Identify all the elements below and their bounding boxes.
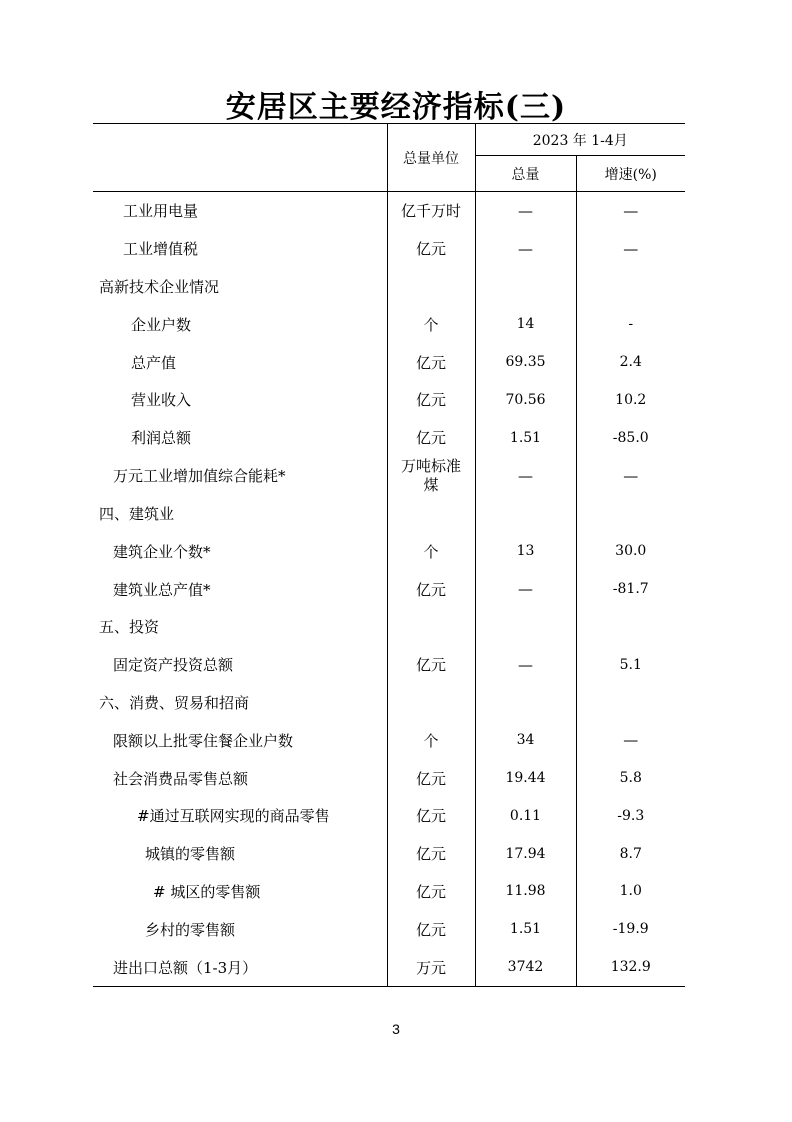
total-cell: 1.51 [475, 419, 576, 457]
total-cell: 69.35 [475, 343, 576, 381]
indicator-cell: 限额以上批零住餐企业户数 [93, 721, 387, 759]
table-row [93, 532, 685, 570]
growth-cell: 5.1 [619, 656, 642, 673]
indicator-header [93, 124, 387, 192]
indicator-cell: 利润总额 [93, 419, 387, 457]
total-cell: 70.56 [475, 381, 576, 419]
total-cell: 0.11 [475, 797, 576, 835]
unit-cell: 个 [387, 532, 475, 570]
page-title: 安居区主要经济指标(三) [225, 90, 567, 125]
indicator-cell: 企业户数 [93, 305, 387, 343]
unit-cell: 亿元 [387, 835, 475, 873]
section-heading: 六、消费、贸易和招商 [93, 684, 387, 722]
total-cell: — [475, 457, 576, 495]
total-cell: — [475, 192, 576, 230]
indicator-cell: 固定资产投资总额 [93, 646, 387, 684]
indicator-cell: 进出口总额（1-3月） [93, 948, 387, 986]
table-row [93, 759, 685, 797]
growth-cell: 10.2 [615, 391, 647, 408]
unit-cell: 个 [387, 305, 475, 343]
table-row [93, 495, 685, 533]
table-row [93, 684, 685, 722]
indicator-cell: 建筑企业个数* [93, 532, 387, 570]
unit-cell: 亿元 [387, 343, 475, 381]
section-heading: 四、建筑业 [93, 495, 387, 533]
total-cell: — [475, 230, 576, 268]
growth-cell: -19.9 [612, 921, 649, 938]
table-row [93, 192, 685, 230]
total-cell: — [475, 570, 576, 608]
unit-cell: 亿元 [387, 419, 475, 457]
unit-cell: 亿元 [387, 381, 475, 419]
table-row [93, 797, 685, 835]
indicator-cell: #通过互联网实现的商品零售 [93, 797, 387, 835]
header-row-1 [93, 124, 685, 156]
growth-cell: 30.0 [615, 543, 647, 560]
growth-cell: 5.8 [619, 770, 642, 787]
page-number: 3 [392, 1021, 400, 1037]
total-cell [475, 495, 576, 533]
growth-cell: — [623, 239, 639, 258]
total-cell [475, 268, 576, 306]
total-cell [475, 608, 576, 646]
indicator-cell: 建筑业总产值* [93, 570, 387, 608]
unit-cell: 亿元 [387, 873, 475, 911]
growth-cell: 8.7 [619, 845, 642, 862]
growth-cell [576, 608, 685, 646]
unit-cell: 亿元 [387, 910, 475, 948]
indicator-cell: 乡村的零售额 [93, 910, 387, 948]
table-row [93, 419, 685, 457]
indicator-cell: 社会消费品零售总额 [93, 759, 387, 797]
growth-cell [576, 495, 685, 533]
growth-cell [576, 684, 685, 722]
section-heading: 五、投资 [93, 608, 387, 646]
unit-line-2: 煤 [423, 475, 439, 494]
unit-header: 总量单位 [387, 124, 475, 192]
unit-cell: 亿元 [387, 646, 475, 684]
total-cell: 14 [475, 305, 576, 343]
unit-cell: 亿元 [387, 230, 475, 268]
unit-cell: 亿元 [387, 759, 475, 797]
table-row [93, 381, 685, 419]
table-row [93, 948, 685, 986]
indicators-table [93, 123, 685, 987]
total-cell: — [475, 646, 576, 684]
indicator-cell: 工业用电量 [93, 192, 387, 230]
growth-cell [576, 268, 685, 306]
total-cell: 3742 [475, 948, 576, 986]
table-row [93, 608, 685, 646]
unit-cell [387, 684, 475, 722]
unit-line-1: 万吨标准 [400, 456, 461, 475]
indicator-cell: 高新技术企业情况 [93, 268, 387, 306]
total-header: 总量 [475, 156, 576, 192]
unit-cell: 万元 [387, 948, 475, 986]
unit-cell: 亿元 [387, 797, 475, 835]
indicator-cell: 总产值 [93, 343, 387, 381]
table-row [93, 910, 685, 948]
unit-cell [387, 608, 475, 646]
total-cell: 34 [475, 721, 576, 759]
growth-cell: -85.0 [612, 429, 649, 446]
unit-cell: 亿千万时 [387, 192, 475, 230]
table-row [93, 721, 685, 759]
table-row [93, 570, 685, 608]
unit-cell: 个 [387, 721, 475, 759]
table-row [93, 457, 685, 495]
growth-cell: — [623, 466, 639, 485]
unit-cell: 亿元 [387, 570, 475, 608]
indicator-cell: 万元工业增加值综合能耗* [93, 457, 387, 495]
total-cell: 19.44 [475, 759, 576, 797]
indicator-cell: 营业收入 [93, 381, 387, 419]
growth-cell: - [628, 316, 634, 333]
table-row [93, 343, 685, 381]
total-cell: 17.94 [475, 835, 576, 873]
indicator-cell: 城镇的零售额 [93, 835, 387, 873]
growth-cell: 132.9 [610, 959, 651, 976]
growth-cell: -9.3 [617, 807, 645, 824]
total-cell: 1.51 [475, 910, 576, 948]
indicator-cell: # 城区的零售额 [93, 873, 387, 911]
total-cell: 11.98 [475, 873, 576, 911]
period-header: 2023 年 1-4月 [475, 124, 685, 156]
growth-cell: — [623, 201, 639, 220]
total-cell: 13 [475, 532, 576, 570]
growth-cell: 2.4 [619, 354, 642, 371]
table-row [93, 835, 685, 873]
indicator-cell: 工业增值税 [93, 230, 387, 268]
unit-cell [387, 268, 475, 306]
table-row [93, 305, 685, 343]
unit-cell [387, 495, 475, 533]
growth-header: 增速(%) [576, 156, 685, 192]
total-cell [475, 684, 576, 722]
table-row [93, 873, 685, 911]
table-row [93, 230, 685, 268]
unit-cell [387, 457, 475, 495]
table-row [93, 268, 685, 306]
growth-cell: — [623, 731, 639, 750]
table-row [93, 646, 685, 684]
growth-cell: -81.7 [612, 581, 649, 598]
growth-cell: 1.0 [619, 883, 642, 900]
